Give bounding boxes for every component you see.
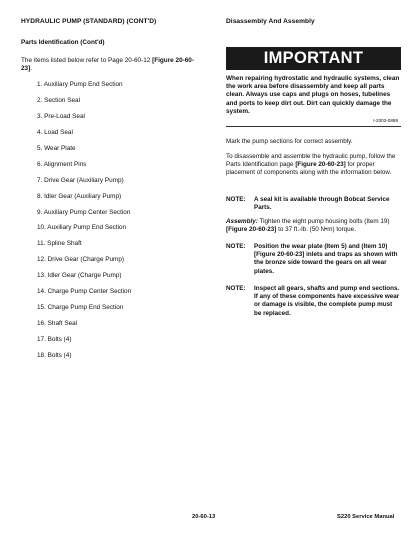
important-banner: IMPORTANT <box>226 47 401 70</box>
list-item: 6. Alignment Pins <box>37 160 87 168</box>
list-item: 12. Drive Gear (Charge Pump) <box>37 256 125 264</box>
section-title: HYDRAULIC PUMP (STANDARD) (CONT'D) <box>21 18 157 25</box>
list-item: 14. Charge Pump Center Section <box>37 288 132 296</box>
note-label: NOTE: <box>226 243 246 250</box>
note-text: Inspect all gears, shafts and pump end sections. If any of these components have excessive wear or damage is visible, the complete pump must be replaced. <box>254 285 400 317</box>
assembly-label: Assembly: <box>226 218 258 225</box>
list-item: 1. Auxiliary Pump End Section <box>37 81 123 88</box>
list-item: 4. Load Seal <box>37 128 73 136</box>
note-seal-kit <box>226 196 401 212</box>
list-item: 10. Auxiliary Pump End Section <box>37 224 127 232</box>
page-number: 20-60-13 <box>192 514 216 520</box>
list-item: 2. Section Seal <box>37 96 80 104</box>
manual-title: S220 Service Manual <box>337 514 395 520</box>
disassembly-title: Disassembly And Assembly <box>226 18 315 25</box>
divider <box>226 126 401 127</box>
figure-reference: [Figure 20-60-23] <box>226 226 277 234</box>
list-item: 17. Bolts (4) <box>37 336 72 343</box>
note-wear-plate <box>226 243 401 276</box>
figure-reference: [Figure 20-60-23] <box>295 161 346 169</box>
figure-reference: [Figure 20-60-23] <box>21 57 194 73</box>
list-item: 3. Pre-Load Seal <box>37 112 85 120</box>
procedure-paragraph: To disassemble and assemble the hydraulic pump, follow the Parts Identification page [Figure 20-60-23] for proper placement of components along with the information below. <box>226 153 396 177</box>
parts-list <box>37 81 207 368</box>
note-label: NOTE: <box>226 285 246 292</box>
list-item: 11. Spline Shaft <box>37 240 82 248</box>
note-text: Position the wear plate (Item 5) and (Item 10) [Figure 20-60-23] inlets and traps as shown with the bronze side toward the gears on all wear plates. <box>254 243 398 275</box>
mark-sections-paragraph: Mark the pump sections for correct assembly. <box>226 138 353 145</box>
list-item: 16. Shaft Seal <box>37 320 78 328</box>
note-inspect <box>226 285 401 318</box>
list-item: 9. Auxiliary Pump Center Section <box>37 208 131 216</box>
note-label: NOTE: <box>226 196 246 203</box>
note-text: A seal kit is available through Bobcat Service Parts. <box>254 196 390 212</box>
list-item: 7. Drive Gear (Auxiliary Pump) <box>37 176 124 184</box>
list-item: 15. Charge Pump End Section <box>37 304 124 312</box>
list-item: 18. Bolts (4) <box>37 351 72 359</box>
parts-intro: The items listed below refer to Page 20-60-12 [Figure 20-60-23]. <box>21 57 194 73</box>
important-reference-code: I-2003-0888 <box>373 118 398 123</box>
list-item: 8. Idler Gear (Auxiliary Pump) <box>37 192 122 200</box>
assembly-torque-paragraph: Assembly: Tighten the eight pump housing bolts (Item 19) [Figure 20-60-23] to 37 ft.-lb. (50 N•m) torque. <box>226 218 390 234</box>
important-text: When repairing hydrostatic and hydraulic systems, clean the work area before disassembly and keep all parts clean. Always use caps and plugs on hoses, tubelines and ports to keep dirt out. Dirt can quickly damage the system. <box>226 75 400 115</box>
list-item: 5. Wear Plate <box>37 144 76 152</box>
parts-identification-subtitle: Parts Identification (Cont'd) <box>21 39 105 46</box>
list-item: 13. Idler Gear (Charge Pump) <box>37 272 122 280</box>
